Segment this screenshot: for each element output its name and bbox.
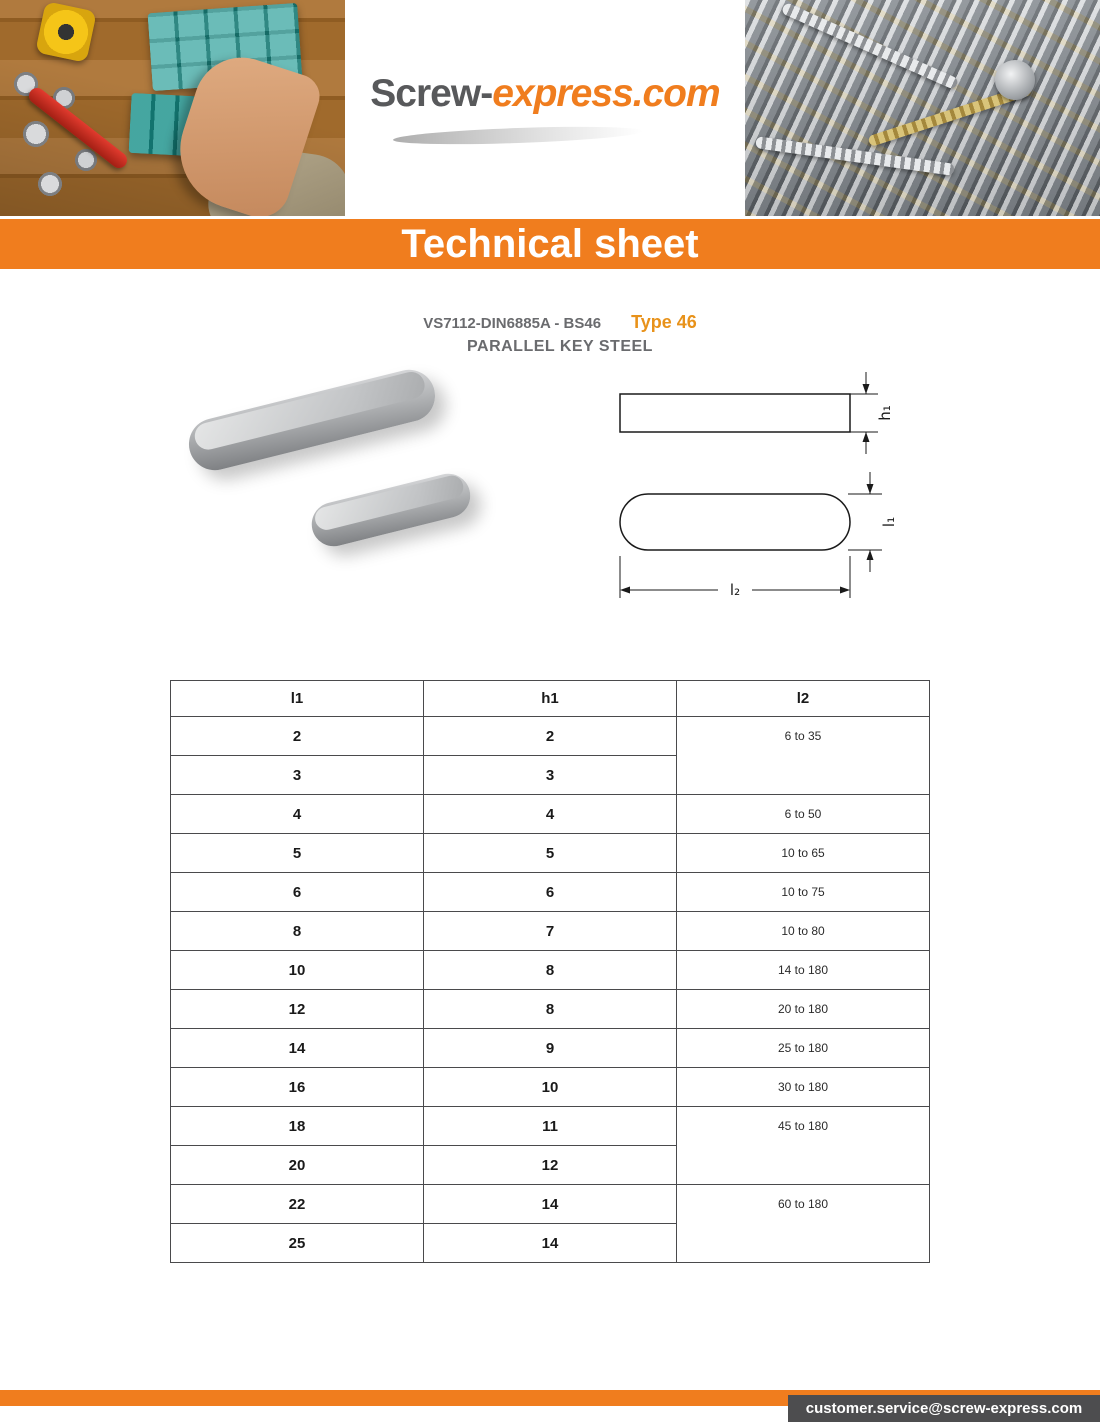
technical-drawing — [598, 366, 908, 618]
table-row — [171, 834, 930, 873]
cell-h1: 10 — [424, 1068, 677, 1107]
cell-l1: 25 — [171, 1224, 424, 1263]
column-header-h1: h1 — [424, 681, 677, 717]
brand-logo — [345, 72, 745, 116]
cell-h1: 2 — [424, 717, 677, 756]
product-photo — [168, 366, 498, 601]
cell-l2: 45 to 180 — [677, 1107, 930, 1185]
dim-h1-label: h₁ — [876, 405, 894, 421]
logo-swoosh — [393, 124, 643, 148]
contact-email-box — [788, 1395, 1100, 1422]
cell-h1: 14 — [424, 1185, 677, 1224]
logo-zone — [345, 0, 745, 216]
cell-l1: 12 — [171, 990, 424, 1029]
table-row — [171, 951, 930, 990]
cell-l1: 8 — [171, 912, 424, 951]
cell-h1: 12 — [424, 1146, 677, 1185]
cell-l1: 22 — [171, 1185, 424, 1224]
table-row — [171, 717, 930, 756]
screw-decor — [755, 136, 955, 176]
dimension-table-head — [171, 681, 930, 717]
title-banner — [0, 219, 1100, 269]
cell-l1: 20 — [171, 1146, 424, 1185]
table-row — [171, 1068, 930, 1107]
table-row — [171, 1029, 930, 1068]
workbench-photo — [0, 0, 345, 216]
cell-h1: 5 — [424, 834, 677, 873]
logo-part-screw: Screw- — [370, 72, 493, 115]
cell-l1: 4 — [171, 795, 424, 834]
table-row — [171, 990, 930, 1029]
cell-l1: 14 — [171, 1029, 424, 1068]
cell-l1: 5 — [171, 834, 424, 873]
cell-l1: 3 — [171, 756, 424, 795]
product-heading — [330, 312, 790, 356]
cell-l2: 10 to 65 — [677, 834, 930, 873]
table-row — [171, 795, 930, 834]
cell-l1: 6 — [171, 873, 424, 912]
parallel-key-short — [307, 469, 475, 551]
product-reference: VS7112-DIN6885A - BS46 — [423, 315, 602, 332]
cell-h1: 14 — [424, 1224, 677, 1263]
page-title: Technical sheet — [401, 221, 699, 266]
dimension-table-body — [171, 717, 930, 1263]
cell-l2: 20 to 180 — [677, 990, 930, 1029]
cell-l2: 60 to 180 — [677, 1185, 930, 1263]
logo-part-express: express.com — [492, 72, 720, 115]
dim-l2-label: l₂ — [729, 581, 741, 599]
table-header-row — [171, 681, 930, 717]
table-row — [171, 873, 930, 912]
contact-email: customer.service@screw-express.com — [805, 1400, 1083, 1417]
cell-l2: 10 to 75 — [677, 873, 930, 912]
cell-h1: 9 — [424, 1029, 677, 1068]
product-reference-line — [330, 312, 790, 333]
cell-h1: 7 — [424, 912, 677, 951]
screws-pile-photo — [745, 0, 1100, 216]
cell-h1: 11 — [424, 1107, 677, 1146]
cell-l1: 10 — [171, 951, 424, 990]
page-header — [0, 0, 1100, 216]
cell-l2: 30 to 180 — [677, 1068, 930, 1107]
cell-h1: 6 — [424, 873, 677, 912]
cell-l1: 18 — [171, 1107, 424, 1146]
table-row — [171, 1185, 930, 1224]
page-footer — [0, 1390, 1100, 1422]
cell-h1: 3 — [424, 756, 677, 795]
cell-h1: 8 — [424, 990, 677, 1029]
table-row — [171, 1107, 930, 1146]
dimension-table — [170, 680, 930, 1263]
cell-l2: 14 to 180 — [677, 951, 930, 990]
cell-l2: 10 to 80 — [677, 912, 930, 951]
dim-l1-label: l₁ — [880, 516, 898, 528]
column-header-l1: l1 — [171, 681, 424, 717]
cell-h1: 8 — [424, 951, 677, 990]
parallel-key-long — [183, 364, 440, 475]
product-type: Type 46 — [631, 312, 697, 332]
tape-measure — [35, 1, 97, 63]
cell-h1: 4 — [424, 795, 677, 834]
top-view-outline — [620, 494, 850, 550]
washers-decor — [6, 64, 136, 214]
table-row — [171, 912, 930, 951]
cell-l1: 2 — [171, 717, 424, 756]
cell-l2: 6 to 50 — [677, 795, 930, 834]
column-header-l2: l2 — [677, 681, 930, 717]
side-view-outline — [620, 394, 850, 432]
cell-l2: 25 to 180 — [677, 1029, 930, 1068]
dimension-drawing — [598, 366, 908, 618]
screw-decor — [781, 2, 959, 90]
cell-l2: 6 to 35 — [677, 717, 930, 795]
cell-l1: 16 — [171, 1068, 424, 1107]
screw-head-decor — [995, 60, 1035, 100]
product-name: PARALLEL KEY STEEL — [467, 338, 653, 355]
